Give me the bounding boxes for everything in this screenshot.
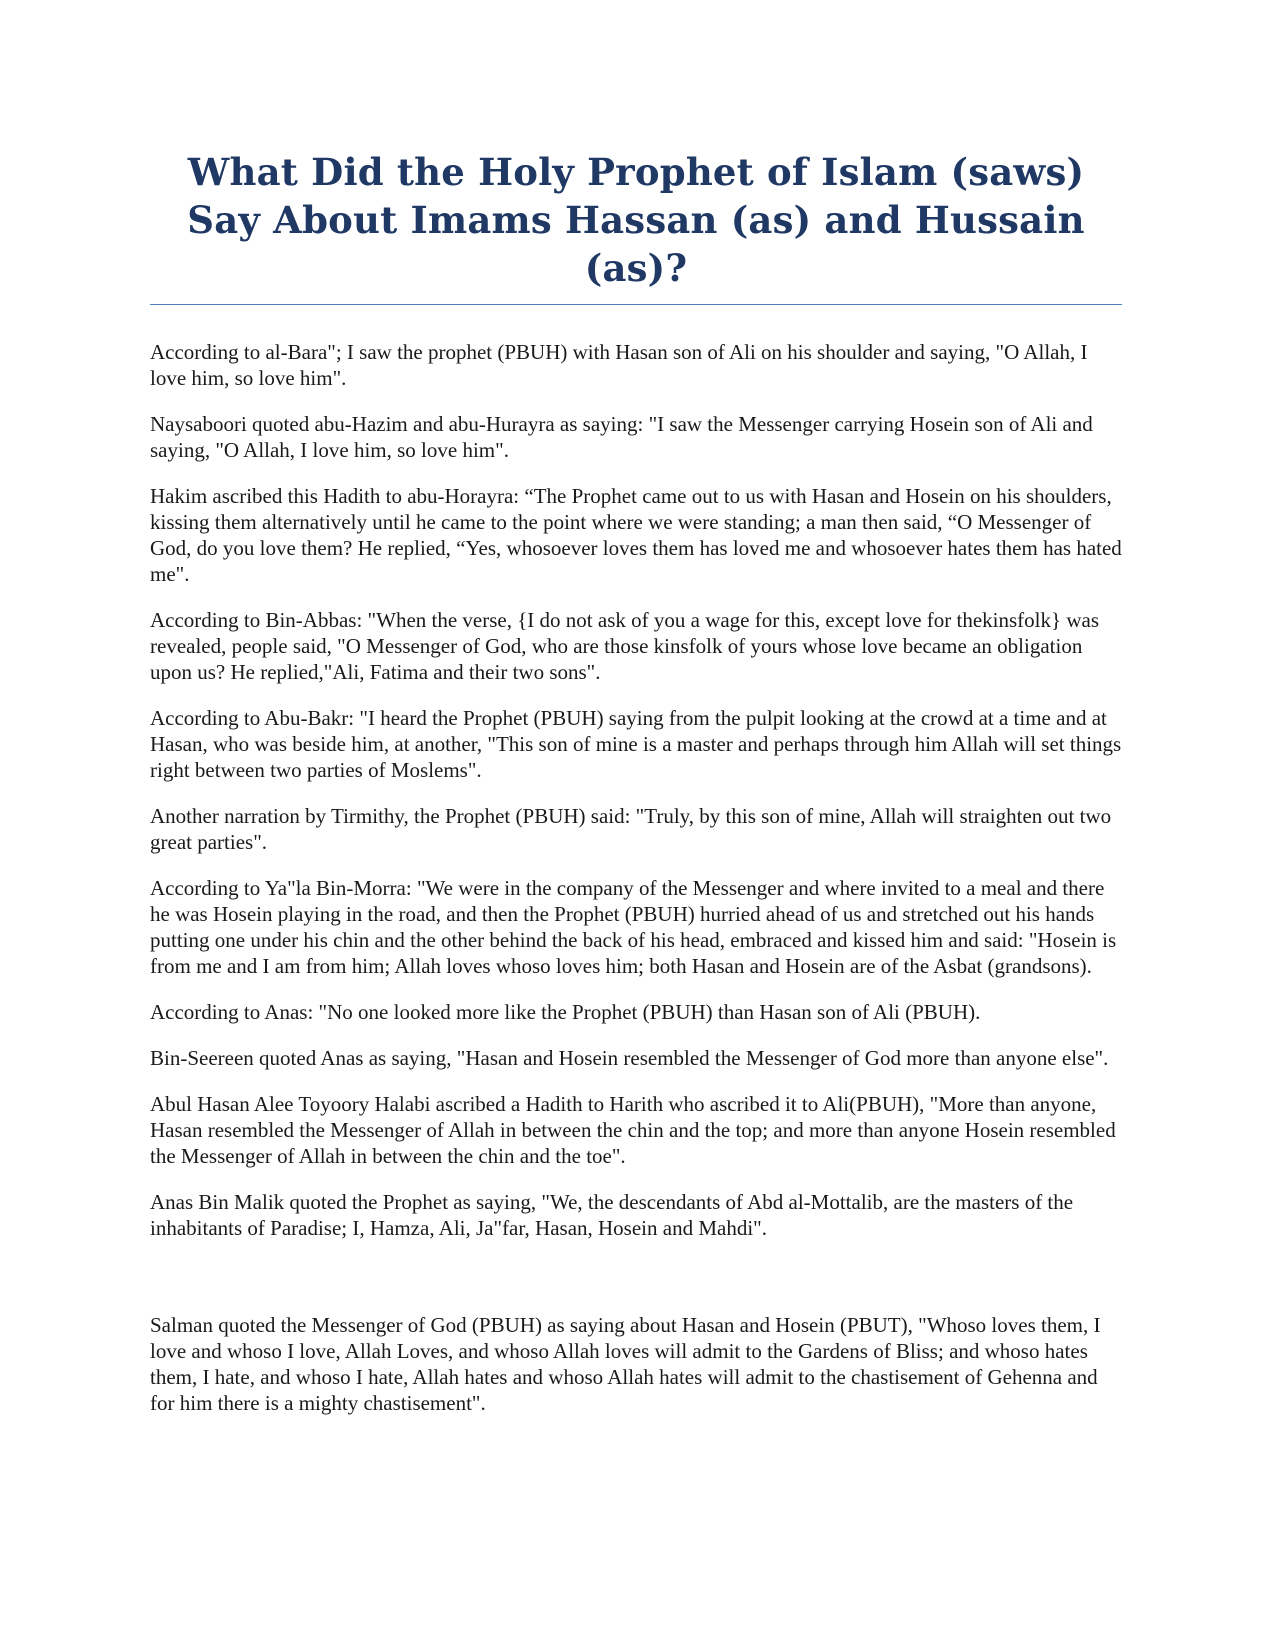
paragraph-anas: According to Anas: "No one looked more like the Prophet (PBUH) than Hasan son of Ali (PBUH).: [150, 1000, 981, 1024]
page-title: What Did the Holy Prophet of Islam (saws) Say About Imams Hassan (as) and Hussain (as)?: [150, 148, 1122, 305]
document-page: [150, 148, 1122, 1436]
document-body: [150, 339, 1122, 1416]
paragraph-anas-bin-malik: Anas Bin Malik quoted the Prophet as saying, "We, the descendants of Abd al-Mottalib, are the masters of the inhabitants of Paradise; I, Hamza, Ali, Ja"far, Hasan, Hosein and Mahdi".: [150, 1190, 1074, 1240]
paragraph-bin-seereen: Bin-Seereen quoted Anas as saying, "Hasan and Hosein resembled the Messenger of God more than anyone else".: [150, 1046, 1109, 1070]
paragraph-abu-bakr: According to Abu-Bakr: "I heard the Prophet (PBUH) saying from the pulpit looking at the crowd at a time and at Hasan, who was beside him, at another, "This son of mine is a master and perhaps through him Allah will set things right between two parties of Moslems".: [150, 706, 1122, 782]
paragraph-bin-abbas: According to Bin-Abbas: "When the verse, {I do not ask of you a wage for this, except love for thekinsfolk} was revealed, people said, "O Messenger of God, who are those kinsfolk of yours whose love became an obligation upon us? He replied,"Ali, Fatima and their two sons".: [150, 608, 1099, 684]
paragraph-al-bara: According to al-Bara"; I saw the prophet (PBUH) with Hasan son of Ali on his shoulder and saying, "O Allah, I love him, so love him".: [150, 340, 1088, 390]
paragraph-abul-hasan: Abul Hasan Alee Toyoory Halabi ascribed a Hadith to Harith who ascribed it to Ali(PBUH), "More than anyone, Hasan resembled the Messenger of Allah in between the chin and the top; and more than anyone Hosein resembled the Messenger of Allah in between the chin and the toe".: [150, 1092, 1116, 1168]
paragraph-salman: Salman quoted the Messenger of God (PBUH) as saying about Hasan and Hosein (PBUT), "Whoso loves them, I love and whoso I love, Allah Loves, and whoso Allah loves will admit to the Gardens of Bliss; and whoso hates them, I hate, and whoso I hate, Allah hates and whoso Allah hates will admit to the chastisement of Gehenna and for him there is a mighty chastisement".: [150, 1313, 1101, 1415]
paragraph-tirmithy: Another narration by Tirmithy, the Prophet (PBUH) said: "Truly, by this son of mine, Allah will straighten out two great parties".: [150, 804, 1112, 854]
paragraph-naysaboori: Naysaboori quoted abu-Hazim and abu-Hurayra as saying: "I saw the Messenger carrying Hosein son of Ali and saying, "O Allah, I love him, so love him".: [150, 412, 1093, 462]
paragraph-hakim: Hakim ascribed this Hadith to abu-Horayra: “The Prophet came out to us with Hasan and Hosein on his shoulders, kissing them alternatively until he came to the point where we were standing; a man then said, “O Messenger of God, do you love them? He replied, “Yes, whosoever loves them has loved me and whosoever hates them has hated me".: [150, 484, 1122, 586]
paragraph-yala-bin-morra: According to Ya"la Bin-Morra: "We were in the company of the Messenger and where invited to a meal and there he was Hosein playing in the road, and then the Prophet (PBUH) hurried ahead of us and stretched out his hands putting one under his chin and the other behind the back of his head, embraced and kissed him and said: "Hosein is from me and I am from him; Allah loves whoso loves him; both Hasan and Hosein are of the Asbat (grandsons).: [150, 876, 1117, 978]
